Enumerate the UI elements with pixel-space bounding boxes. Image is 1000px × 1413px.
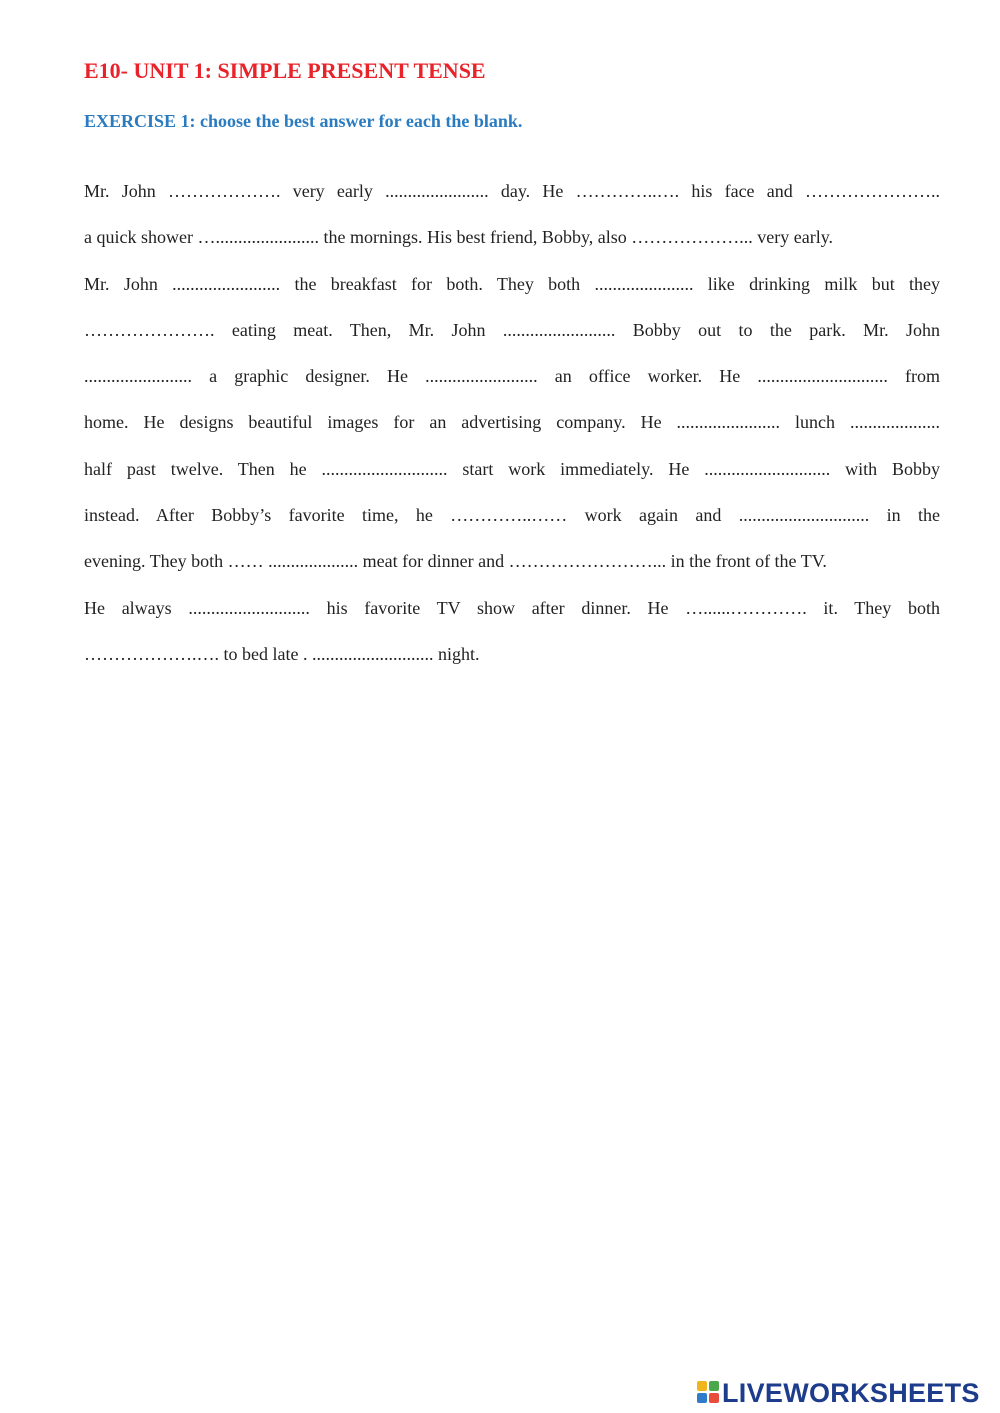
passage-line-1: Mr. John ………………. very early ....................... day. He …………..…. his face and …………………..	[84, 181, 940, 201]
liveworksheets-logo	[697, 1375, 980, 1411]
passage-line-7: half past twelve. Then he ............................ start work immediately. He ............................ with Bobby	[84, 458, 940, 479]
exercise-heading: EXERCISE 1: choose the best answer for each the blank.	[84, 111, 523, 131]
passage-line-8: instead. After Bobby’s favorite time, he …………..…… work again and ............................. in the	[84, 505, 940, 526]
passage-line-9: evening. They both …… .................... meat for dinner and ……………………... in the front of the TV.	[84, 551, 827, 572]
passage-line-11: ……………….…. to bed late . ........................... night.	[84, 643, 480, 664]
passage-line-10: He always ........................... his favorite TV show after dinner. He …......…………. it. They both	[84, 597, 940, 618]
passage-line-5: ........................ a graphic designer. He ......................... an office worker. He ............................. from	[84, 366, 940, 387]
liveworksheets-logo-icon	[697, 1381, 719, 1405]
brand-name: LIVEWORKSHEETS	[722, 1377, 980, 1408]
passage-line-4: …………………. eating meat. Then, Mr. John ......................... Bobby out to the park. Mr. John	[84, 319, 940, 340]
passage-line-6: home. He designs beautiful images for an advertising company. He ....................... lunch ....................	[84, 412, 940, 433]
passage-line-2: a quick shower …....................... the mornings. His best friend, Bobby, also ………………... very early.	[84, 227, 834, 248]
passage-line-3: Mr. John ........................ the breakfast for both. They both ...................... like drinking milk but they	[84, 273, 940, 294]
page-title: E10- UNIT 1: SIMPLE PRESENT TENSE	[84, 58, 486, 83]
exercise-passage	[84, 174, 940, 683]
